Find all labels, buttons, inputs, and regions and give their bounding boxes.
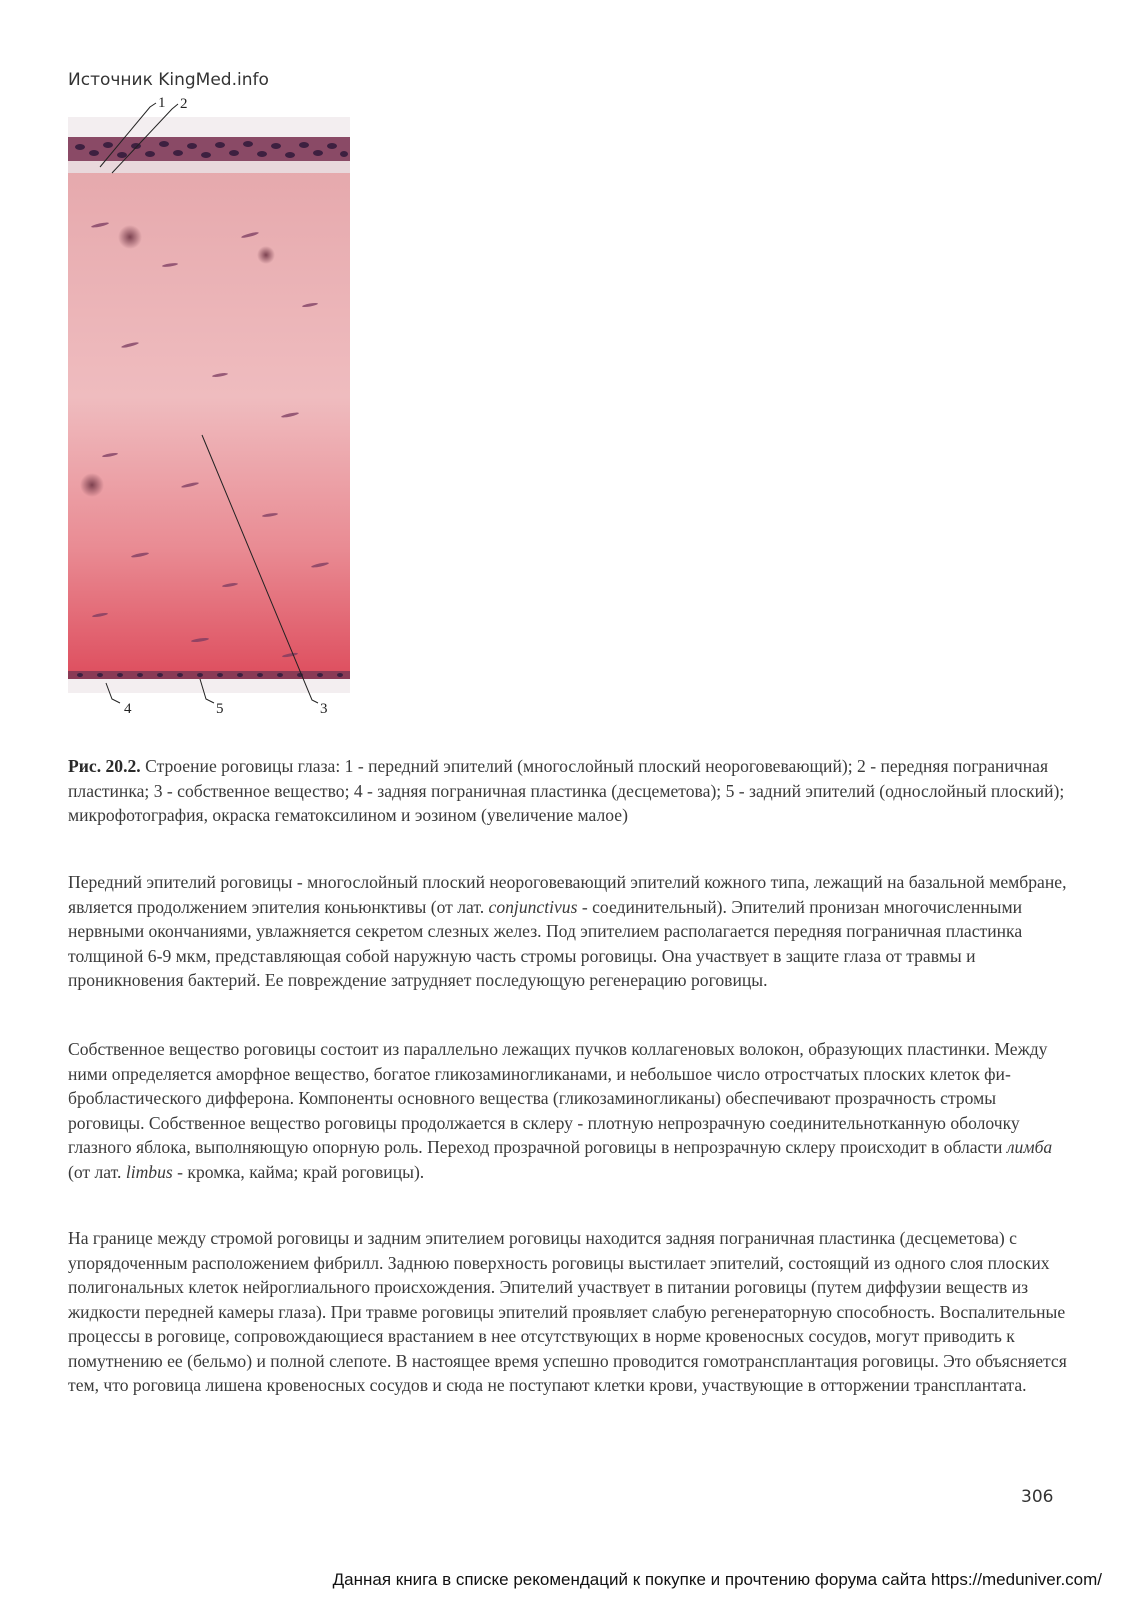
anterior-border-membrane bbox=[68, 161, 350, 173]
anterior-epithelium bbox=[68, 137, 350, 165]
cornea-micrograph bbox=[60, 95, 360, 735]
caption-text: Строение роговицы глаза: 1 - передний эпителий (многослойный плоский неороговевающий); 2 - передняя пограничная пластинка; 3 - собственное вещество; 4 - задняя пограничная пластинка (десцеметова); 5 - задний эпителий (однослойный плоский); микрофотография, окраска гематоксилином и эозином (увеличение малое) bbox=[68, 756, 1065, 825]
label-4: 4 bbox=[124, 701, 132, 717]
figure-caption bbox=[68, 754, 1068, 828]
caption-label: Рис. 20.2. bbox=[68, 756, 141, 776]
latin-term: limbus bbox=[125, 1161, 173, 1182]
label-2: 2 bbox=[180, 96, 188, 112]
latin-term: conjunctivus bbox=[488, 896, 578, 917]
paragraph-anterior-epithelium bbox=[68, 870, 1068, 993]
text-run: Передний эпителий роговицы - многослойный плоский неороговевающий эпителий кожного типа, лежащий на базальной мембране, является продолжением эпителия коньюнктивы (от лат. bbox=[68, 872, 1067, 917]
posterior-epithelium bbox=[68, 671, 350, 679]
text-run: - соединительный). Эпителий пронизан многочисленными нервными окончаниями, увлажняется секретом слезных желез. Под эпителием располагается передняя пограничная пластинка толщиной 6-9 мкм, представляющая собой наружную часть стромы роговицы. Она участвует в защите глаза от травмы и проникновения бактерий. Ее повреждение затрудняет последующую регенерацию роговицы. bbox=[68, 896, 1023, 990]
term-limbus-ru: лимба bbox=[1006, 1137, 1053, 1157]
text-run: Собственное вещество роговицы состоит из параллельно лежащих пучков коллагеновых волокон, образующих пластинки. Между ними определяется аморфное вещество, богатое гликозаминогликанами, и небольшое число отростчатых плоских клеток фи-бробластического дифферона. Компоненты основного вещества (гликозаминогликаны) обеспечивают прозрачность стромы роговицы. Собственное вещество роговицы продолжается в склеру - плотную непрозрачную соединительнотканную оболочку глазного яблока, выполняющую опорную роль. Переход прозрачной роговицы в непрозрачную склеру происходит в области bbox=[68, 1039, 1048, 1157]
paragraph-posterior-layers: На границе между стромой роговицы и задним эпителием роговицы находится задняя пограничная пластинка (десцеметова) с упорядоченным расположением фибрилл. Заднюю поверхность роговицы выстилает эпителий, состоящий из одного слоя плоских полигональных клеток нейроглиального происхождения. Эпителий участвует в питании роговицы (путем диффузии веществ из жидкости передней камеры глаза). При травме роговицы эпителий проявляет слабую регенераторную способность. Воспалительные процессы в роговице, сопровождающиеся врастанием в нее отсутствующих в норме кровеносных сосудов, могут приводить к помутнению ее (бельмо) и полной слепоте. В настоящее время успешно проводится гомотрансплантация роговицы. Это объясняется тем, что роговица лишена кровеносных сосудов и сюда не поступают клетки крови, участвующие в отторжении трансплантата. bbox=[68, 1228, 1067, 1395]
text-run: - кромка, кайма; край роговицы). bbox=[172, 1161, 425, 1182]
paragraph-stroma bbox=[68, 1037, 1068, 1184]
label-3: 3 bbox=[320, 701, 328, 717]
footer-note: Данная книга в списке рекомендаций к покупке и прочтению форума сайта https://meduniver.com/ bbox=[332, 1570, 1102, 1589]
label-5: 5 bbox=[216, 701, 224, 717]
text-run: (от лат. bbox=[68, 1161, 126, 1182]
cornea-micrograph-figure bbox=[60, 95, 360, 735]
page-number: 306 bbox=[1021, 1487, 1054, 1507]
source-header: Источник KingMed.info bbox=[68, 70, 269, 90]
label-1: 1 bbox=[158, 95, 166, 111]
stroma-region bbox=[68, 170, 350, 675]
